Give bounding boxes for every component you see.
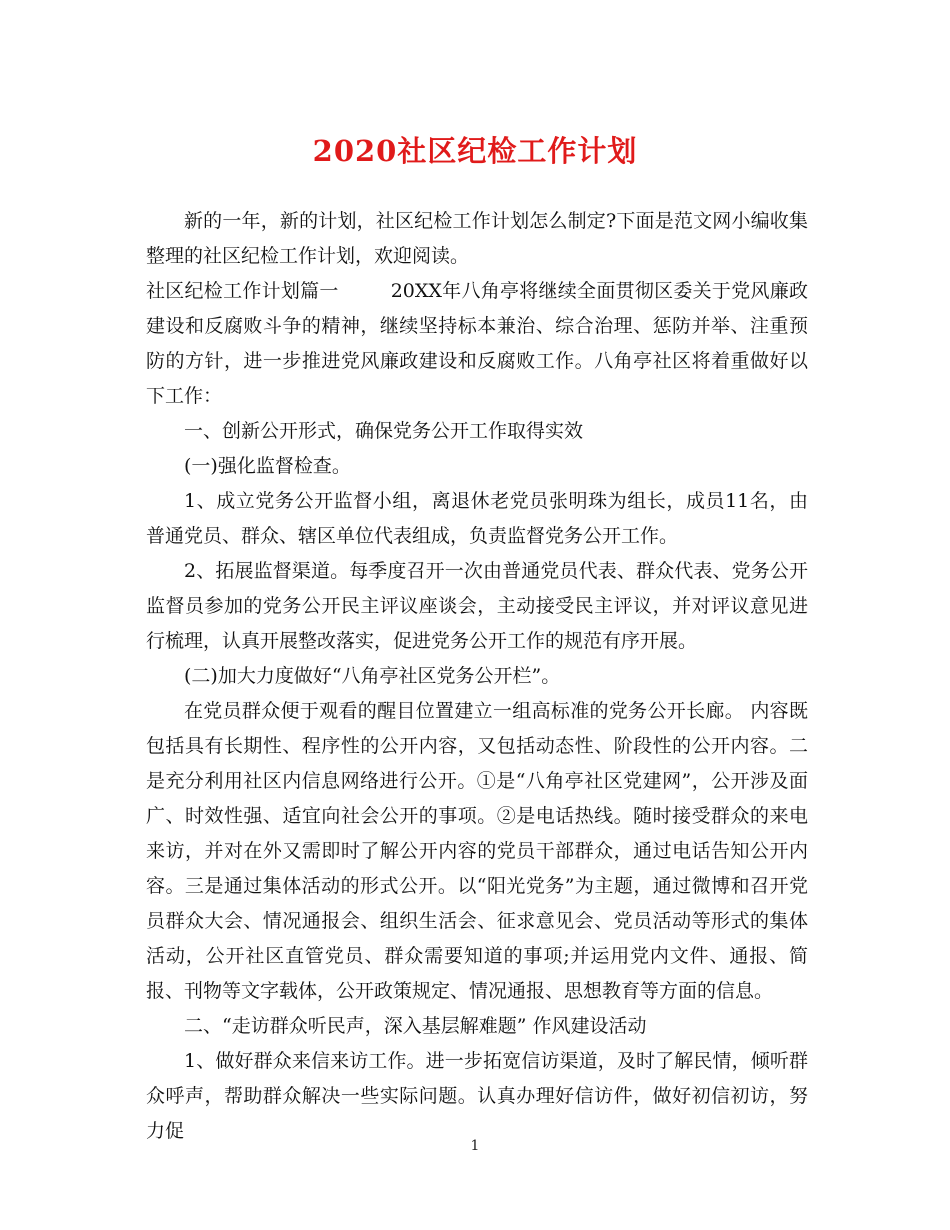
subheading-2: (二)加大力度做好“八角亭社区党务公开栏”。 xyxy=(184,665,561,687)
long-paragraph: 在党员群众便于观看的醒目位置建立一组高标准的党务公开长廊。 内容既包括具有长期性、程序性的公开内容，又包括动态性、阶段性的公开内容。二是充分利用社区内信息网络进行公开。①是“八角亭社区党建网”，公开涉及面广、时效性强、适宜向社会公开的事项。②是电话热线。随时接受群众的来电来访，并对在外又需即时了解公开内容的党员干部群众，通过电话告知公开内容。三是通过集体活动的形式公开。以“阳光党务”为主题，通过微博和召开党员群众大会、情况通报会、组织生活会、征求意见会、党员活动等形式的集体活动，公开社区直管党员、群众需要知道的事项;并运用党内文件、通报、简报、刊物等文字载体，公开政策规定、情况通报、思想教育等方面的信息。 xyxy=(146,700,808,1002)
section-intro: 20XX年八角亭将继续全面贯彻区委关于党风廉政建设和反腐败斗争的精神，继续坚持标本兼治、综合治理、惩防并举、注重预防的方针，进一步推进党风廉政建设和反腐败工作。八角亭社区将着重做好以下工作： xyxy=(146,280,808,407)
heading-1: 一、创新公开形式，确保党务公开工作取得实效 xyxy=(184,420,584,442)
item-2-paragraph: 2、拓展监督渠道。每季度召开一次由普通党员代表、群众代表、党务公开监督员参加的党务公开民主评议座谈会，主动接受民主评议，并对评议意见进行梳理，认真开展整改落实，促进党务公开工作的规范有序开展。 xyxy=(146,560,808,652)
item-1-paragraph: 1、成立党务公开监督小组，离退休老党员张明珠为组长，成员11名，由普通党员、群众、辖区单位代表组成，负责监督党务公开工作。 xyxy=(146,490,808,547)
section-heading: 社区纪检工作计划篇一 xyxy=(146,280,339,302)
document-title: 2020社区纪检工作计划 xyxy=(312,134,638,168)
page-number: 1 xyxy=(470,1138,480,1154)
subheading-1: (一)强化监督检查。 xyxy=(184,455,351,477)
section-one-paragraph xyxy=(146,274,808,414)
document-body xyxy=(146,204,808,1149)
final-paragraph: 1、做好群众来信来访工作。进一步拓宽信访渠道，及时了解民情，倾听群众呼声，帮助群众解决一些实际问题。认真办理好信访件，做好初信初访，努力促 xyxy=(146,1050,808,1142)
heading-2: 二、“走访群众听民声，深入基层解难题” 作风建设活动 xyxy=(184,1015,647,1037)
intro-paragraph: 新的一年，新的计划，社区纪检工作计划怎么制定?下面是范文网小编收集整理的社区纪检工作计划，欢迎阅读。 xyxy=(146,210,808,267)
